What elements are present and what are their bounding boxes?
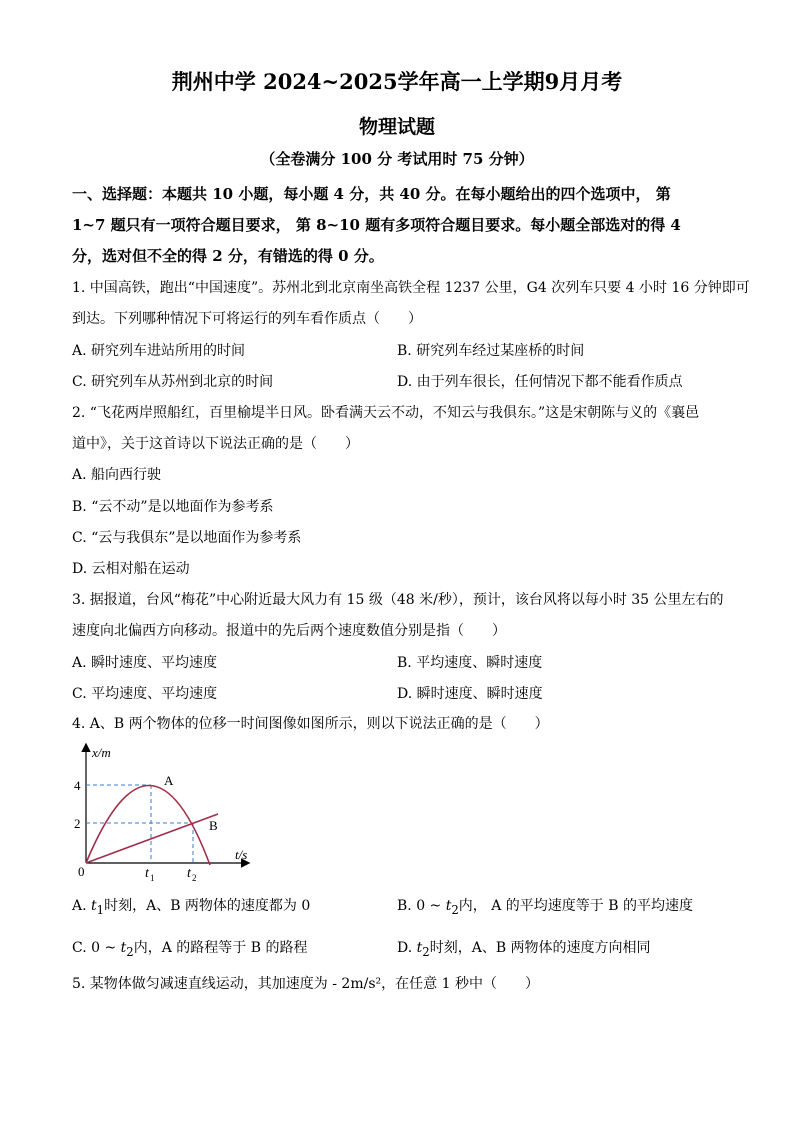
question-3-option-b: B. 平均速度、瞬时速度 xyxy=(397,655,543,671)
question-3-line1: 3. 据报道，台风“梅花”中心附近最大风力有 15 级（48 米/秒），预计，该台风将以每小时 35 公里左右的 xyxy=(72,592,724,608)
section-instruction-line1: 一、选择题：本题共 10 小题，每小题 4 分，共 40 分。在每小题给出的四个选项中， 第 xyxy=(72,185,671,203)
question-4-option-b: B. 0 ~ $t_2$内， A 的平均速度等于 B 的平均速度 xyxy=(397,898,693,917)
question-4-line1: 4. A、B 两个物体的位移一时间图像如图所示，则以下说法正确的是（ ） xyxy=(72,716,549,732)
question-1-option-d: D. 由于列车很长，任何情况下都不能看作质点 xyxy=(397,374,683,390)
question-3-line2: 速度向北偏西方向移动。报道中的先后两个速度数值分别是指（ ） xyxy=(72,623,506,639)
t2-subscript: 2 xyxy=(192,873,197,883)
y-tick-4: 4 xyxy=(74,778,81,793)
subject-title: 物理试题 xyxy=(358,116,435,138)
question-1-line2: 到达。下列哪种情况下可将运行的列车看作质点（ ） xyxy=(72,311,422,327)
question-1-line1: 1. 中国高铁，跑出“中国速度”。苏州北到北京南坐高铁全程 1237 公里，G4 次列车只要 4 小时 16 分钟即可 xyxy=(72,280,750,296)
question-4-option-d: D. $t_2$时刻，A、B 两物体的速度方向相同 xyxy=(397,940,651,959)
exam-note: （全卷满分 100 分 考试用时 75 分钟） xyxy=(260,150,534,168)
question-2-option-c: C. “云与我俱东”是以地面作为参考系 xyxy=(72,530,302,546)
exam-title: 荆州中学 2024~2025学年高一上学期9月月考 xyxy=(171,69,623,94)
question-1-option-a: A. 研究列车进站所用的时间 xyxy=(72,343,246,359)
origin-label: 0 xyxy=(78,864,85,879)
question-1-option-b: B. 研究列车经过某座桥的时间 xyxy=(397,343,585,359)
question-3-option-a: A. 瞬时速度、平均速度 xyxy=(72,655,218,671)
t-axis-label: t/s xyxy=(235,847,248,862)
question-2-line1: 2. “飞花两岸照船红，百里榆堤半日风。卧看满天云不动，不知云与我俱东。”这是宋朝陈与义的《襄邑 xyxy=(72,405,700,421)
curve-a xyxy=(86,785,210,865)
x-axis-label: x/m xyxy=(92,745,111,760)
curve-a-label: A xyxy=(164,773,174,788)
question-2-line2: 道中》，关于这首诗以下说法正确的是（ ） xyxy=(72,436,359,452)
question-2-option-d: D. 云相对船在运动 xyxy=(72,561,190,577)
question-3-option-d: D. 瞬时速度、瞬时速度 xyxy=(397,686,543,702)
t2-label: t xyxy=(187,866,191,881)
section-instruction-line3: 分，选对但不全的得 2 分，有错选的得 0 分。 xyxy=(72,247,384,265)
question-4-option-c: C. 0 ~ $t_2$内，A 的路程等于 B 的路程 xyxy=(72,940,308,959)
t1-subscript: 1 xyxy=(150,873,155,883)
question-2-option-a: A. 船向西行驶 xyxy=(72,467,162,483)
question-3-option-c: C. 平均速度、平均速度 xyxy=(72,686,218,702)
t1-label: t xyxy=(145,866,149,881)
displacement-time-graph xyxy=(70,735,270,885)
section-instruction-line2: 1~7 题只有一项符合题目要求， 第 8~10 题有多项符合题目要求。每小题全部选对的得 4 xyxy=(72,216,681,234)
question-5-line1: 5. 某物体做匀减速直线运动，其加速度为 - 2m/s²，在任意 1 秒中（ ） xyxy=(72,976,539,992)
line-b-label: B xyxy=(209,818,218,833)
question-2-option-b: B. “云不动”是以地面作为参考系 xyxy=(72,499,274,515)
question-4-option-a: A. $t_1$时刻，A、B 两物体的速度都为 0 xyxy=(72,898,311,917)
y-tick-2: 2 xyxy=(74,816,81,831)
question-1-option-c: C. 研究列车从苏州到北京的时间 xyxy=(72,374,274,390)
